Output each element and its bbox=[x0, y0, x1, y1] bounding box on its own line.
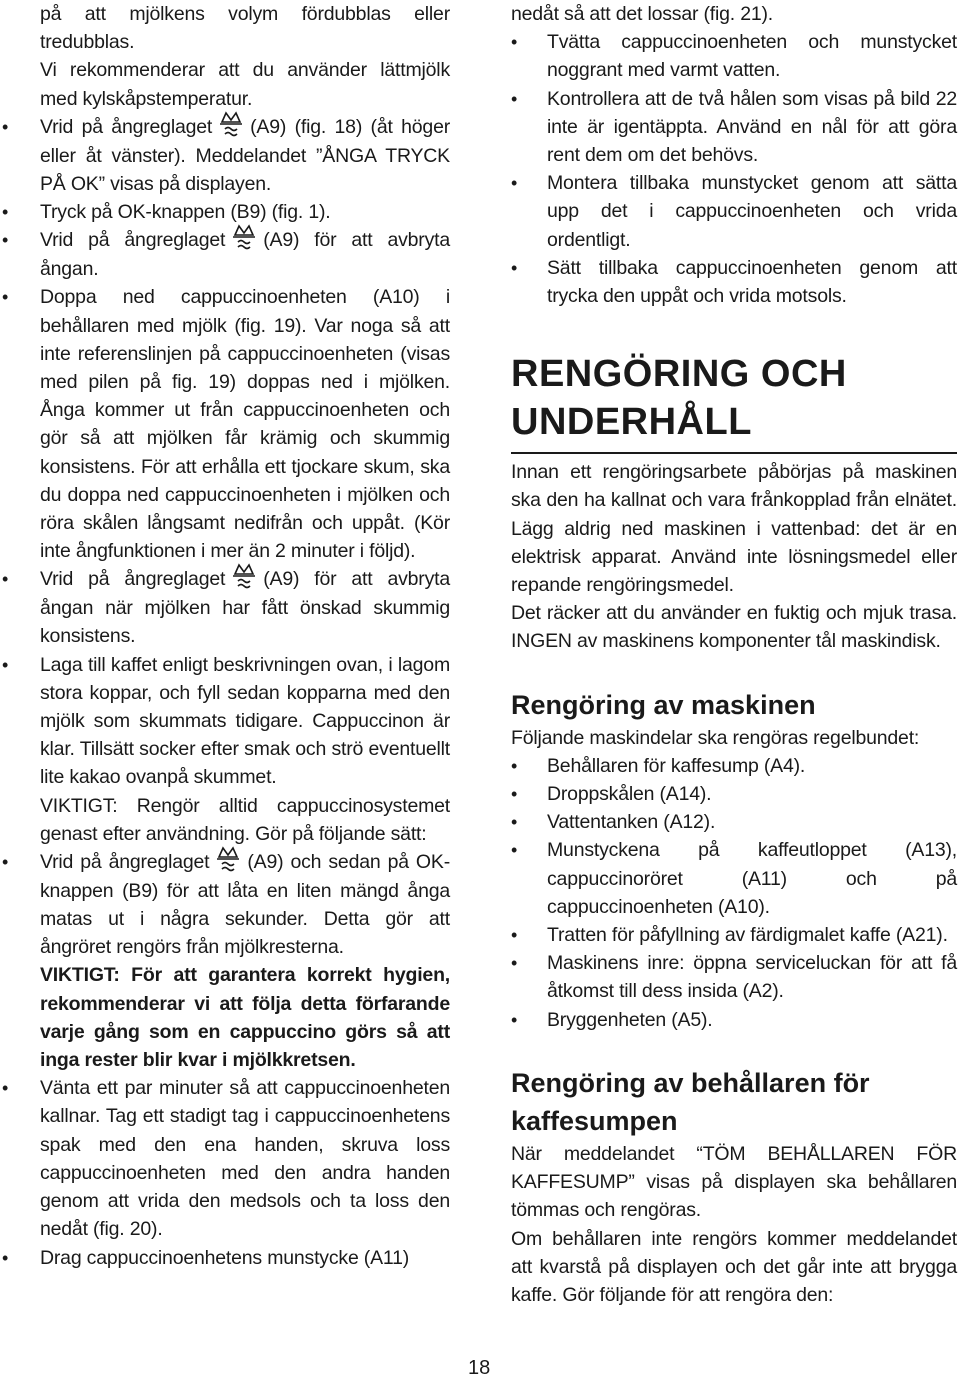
steam-knob-icon bbox=[229, 562, 259, 590]
page-number: 18 bbox=[468, 1357, 491, 1379]
list-item: • Montera tillbaka munstycket genom att sätta upp det i cappuccinoenheten och vrida ordentligt. bbox=[511, 169, 957, 254]
section-heading: RENGÖRING OCH UNDERHÅLL bbox=[511, 353, 847, 444]
paragraph: När meddelandet “TÖM BEHÅLLAREN FÖR KAFFESUMP” visas på displayen ska behållaren tömmas och rengöras. bbox=[511, 1142, 957, 1222]
right-column bbox=[511, 0, 957, 1309]
list-item: • Laga till kaffet enligt beskrivningen ovan, i lagom stora koppar, och fyll sedan kopparna med den mjölk som skummats tidigare. Cappuccinon är klar. Tillsätt socker efter smak och strö eventuellt lite kakao ovanpå skummet. bbox=[40, 651, 450, 792]
paragraph: Om behållaren inte rengörs kommer meddelandet att kvarstå på displayen och det går inte att brygga kaffe. Gör följande för att rengöra den: bbox=[511, 1227, 957, 1306]
list-item: • Tryck på OK-knappen (B9) (fig. 1). bbox=[40, 198, 450, 226]
list-item: • Maskinens inre: öppna serviceluckan för att få åtkomst till dess insida (A2). bbox=[511, 949, 957, 1005]
list-item: • Vattentanken (A12). bbox=[511, 808, 957, 836]
left-column bbox=[40, 0, 450, 1272]
steam-knob-icon bbox=[229, 223, 259, 251]
list-item: • Kontrollera att de två hålen som visas på bild 22 inte är igentäppta. Använd en nål för att göra rent dem om det behövs. bbox=[511, 85, 957, 170]
list-item: • Vrid på ångreglaget (A9) för att avbryta ångan när mjölken har fått önskad skummig konsistens. bbox=[40, 565, 450, 650]
list-item: • Bryggenheten (A5). bbox=[511, 1006, 957, 1034]
list-item: • Vrid på ångreglaget (A9) och sedan på OK-knappen (B9) för att låta en liten mängd ånga matas ut i några sekunder. Detta gör att ångröret rengörs från mjölkresterna. bbox=[40, 848, 450, 961]
cleaning-list bbox=[511, 752, 957, 1034]
list-item: • Tvätta cappuccinoenheten och munstycket noggrant med varmt vatten. bbox=[511, 28, 957, 84]
list-item: • Vrid på ångreglaget (A9) för att avbryta ångan. bbox=[40, 226, 450, 283]
instruction-list bbox=[40, 113, 450, 792]
important-note: VIKTIGT: För att garantera korrekt hygien, rekommenderar vi att följa detta förfarande varje gång som en cappuccino görs så att inga rester blir kvar i mjölkkretsen. bbox=[40, 964, 450, 1072]
list-item: • Tratten för påfyllning av färdigmalet kaffe (A21). bbox=[511, 921, 957, 949]
paragraph: Vi rekommenderar att du använder lättmjölk med kylskåpstemperatur. bbox=[40, 59, 450, 110]
list-item: • Munstyckena på kaffeutloppet (A13), cappuccinoröret (A11) och på cappuccinoenheten (A10). bbox=[511, 836, 957, 921]
list-item: • Vrid på ångreglaget (A9) (fig. 18) (åt höger eller åt vänster). Meddelandet ”ÅNGA TRYCK PÅ OK” visas på displayen. bbox=[40, 113, 450, 198]
heading-rule bbox=[511, 452, 957, 454]
list-item: • Doppa ned cappuccinoenheten (A10) i behållaren med mjölk (fig. 19). Var noga så att inte referenslinjen på cappuccinoenheten (visas med pilen på fig. 19) doppas ned i mjölken. Ånga kommer ut från cappuccinoenheten och gör så att mjölken får krämig och skummig konsistens. För att erhålla ett tjockare skum, ska du doppa ned cappuccinoenheten i mjölken och röra skålen långsamt nedifrån och uppåt. (Kör inte ångfunktionen i mer än 2 minuter i följd). bbox=[40, 283, 450, 565]
instruction-list bbox=[40, 1074, 450, 1271]
paragraph: nedåt så att det lossar (fig. 21). bbox=[511, 3, 774, 25]
subsection-heading: Rengöring av maskinen bbox=[511, 689, 816, 720]
paragraph: Innan ett rengöringsarbete påbörjas på maskinen ska den ha kallnat och vara frånkopplad från elnätet. Lägg aldrig ned maskinen i vattenbad: det är en elektrisk apparat. Använd inte lösningsmedel eller repande rengöringsmedel. bbox=[511, 461, 957, 597]
list-item: • Vänta ett par minuter så att cappuccinoenheten kallnar. Tag ett stadigt tag i cappuccinoenhetens spak med den ena handen, skruva loss cappuccinoenheten med den andra handen genom att vrida den medsols och ta loss den nedåt (fig. 20). bbox=[40, 1074, 450, 1243]
paragraph: Följande maskindelar ska rengöras regelbundet: bbox=[511, 726, 920, 749]
instruction-list bbox=[40, 848, 450, 961]
paragraph: VIKTIGT: Rengör alltid cappuccinosystemet genast efter användning. Gör på följande sätt: bbox=[40, 794, 450, 845]
subsection-heading: Rengöring av behållaren för kaffesumpen bbox=[511, 1067, 870, 1136]
list-item: • Droppskålen (A14). bbox=[511, 780, 957, 808]
paragraph: Det räcker att du använder en fuktig och mjuk trasa. INGEN av maskinens komponenter tål maskindisk. bbox=[511, 602, 957, 653]
steam-knob-icon bbox=[216, 110, 246, 138]
list-item: • Sätt tillbaka cappuccinoenheten genom att trycka den uppåt och vrida motsols. bbox=[511, 254, 957, 310]
paragraph: på att mjölkens volym fördubblas eller tredubblas. bbox=[40, 3, 450, 54]
instruction-list bbox=[511, 28, 957, 310]
list-item: • Behållaren för kaffesump (A4). bbox=[511, 752, 957, 780]
steam-knob-icon bbox=[213, 845, 243, 873]
list-item: • Drag cappuccinoenhetens munstycke (A11) bbox=[40, 1244, 450, 1272]
